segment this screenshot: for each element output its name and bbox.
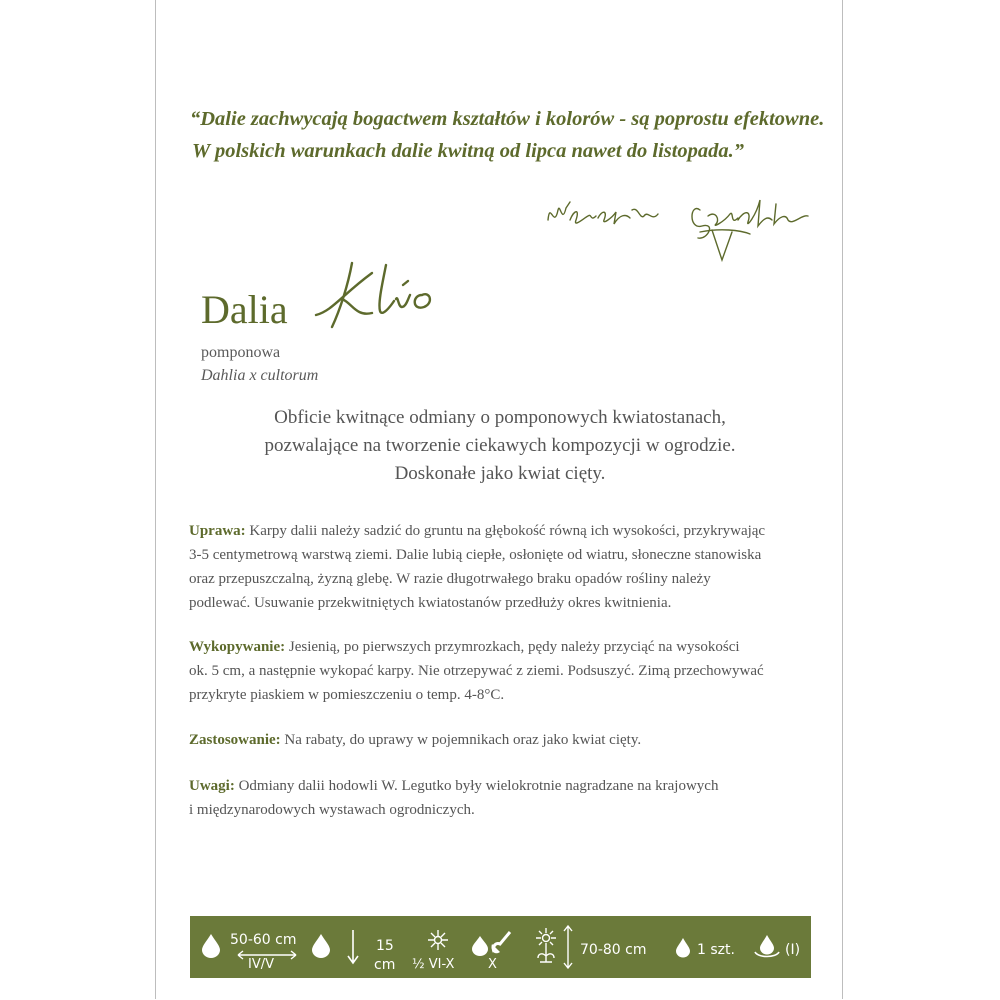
section-line: podlewać. Usuwanie przekwitniętych kwiatostanów przedłuży okres kwitnienia.	[189, 595, 672, 611]
section-line: Karpy dalii należy sadzić do gruntu na głębokość równą ich wysokości, przykrywając	[249, 523, 766, 539]
latin-name: Dahlia x cultorum	[201, 367, 319, 384]
seed-drop-icon	[310, 932, 332, 958]
section-zastosowanie	[189, 728, 829, 752]
lead-text	[190, 404, 810, 488]
bulb-grade: (I)	[785, 942, 801, 958]
section-line: i międzynarodowych wystawach ogrodniczych.	[189, 802, 475, 818]
dig-month: X	[488, 957, 497, 972]
plant-height-icon	[532, 926, 560, 966]
section-uwagi	[189, 774, 829, 822]
section-label: Uwagi:	[189, 778, 235, 794]
section-line: 3-5 centymetrową warstwą ziemi. Dalie lubią ciepłe, osłonięte od wiatru, słoneczne stanowiska	[189, 547, 762, 563]
product-title: Dalia	[201, 287, 288, 332]
bulb-grade-icon	[752, 932, 782, 960]
dig-bulb-icon	[470, 930, 514, 958]
quote-line-2: W polskich warunkach dalie kwitną od lipca nawet do listopada.”	[192, 140, 745, 162]
info-icons-bar	[190, 916, 811, 978]
quote	[190, 103, 830, 167]
lead-line: Obficie kwitnące odmiany o pomponowych kwiatostanach,	[274, 407, 726, 428]
quantity: 1 szt.	[697, 942, 735, 958]
signature-image	[540, 180, 830, 270]
seed-drop-icon	[674, 936, 692, 958]
lead-line: Doskonałe jako kwiat cięty.	[394, 463, 606, 484]
section-line: ok. 5 cm, a następnie wykopać karpy. Nie otrzepywać z ziemi. Podsuszyć. Zimą przechowywać	[189, 663, 764, 679]
quote-line-1: “Dalie zachwycają bogactwem kształtów i kolorów - są poprostu efektowne.	[190, 108, 825, 130]
depth-unit: cm	[374, 957, 396, 973]
section-line: Na rabaty, do uprawy w pojemnikach oraz jako kwiat cięty.	[284, 732, 642, 748]
flower-icon	[426, 928, 450, 952]
bloom-period: ½ VI-X	[412, 957, 455, 972]
section-line: Jesienią, po pierwszych przymrozkach, pędy należy przyciąć na wysokości	[288, 639, 740, 655]
section-label: Wykopywanie:	[189, 639, 286, 655]
section-line: przykryte piaskiem w pomieszczeniu o temp. 4-8°C.	[189, 687, 505, 703]
seed-drop-icon	[200, 932, 222, 958]
section-uprawa	[189, 519, 829, 615]
planting-month: IV/V	[248, 957, 274, 972]
variety-script-logo	[312, 255, 452, 345]
plant-height: 70-80 cm	[580, 942, 647, 958]
depth-value: 15	[376, 938, 394, 954]
lead-line: pozwalające na tworzenie ciekawych kompozycji w ogrodzie.	[264, 435, 736, 456]
section-line: Odmiany dalii hodowli W. Legutko były wielokrotnie nagradzane na krajowych	[238, 778, 719, 794]
section-wykopywanie	[189, 635, 829, 707]
spacing-value: 50-60 cm	[230, 932, 297, 948]
section-line: oraz przepuszczalną, żyzną glebę. W razie długotrwałego braku opadów rośliny należy	[189, 571, 711, 587]
section-label: Uprawa:	[189, 523, 246, 539]
depth-arrow-icon	[346, 928, 360, 966]
section-label: Zastosowanie:	[189, 732, 281, 748]
height-arrow-icon	[562, 924, 574, 970]
product-subtitle: pomponowa	[201, 344, 281, 361]
